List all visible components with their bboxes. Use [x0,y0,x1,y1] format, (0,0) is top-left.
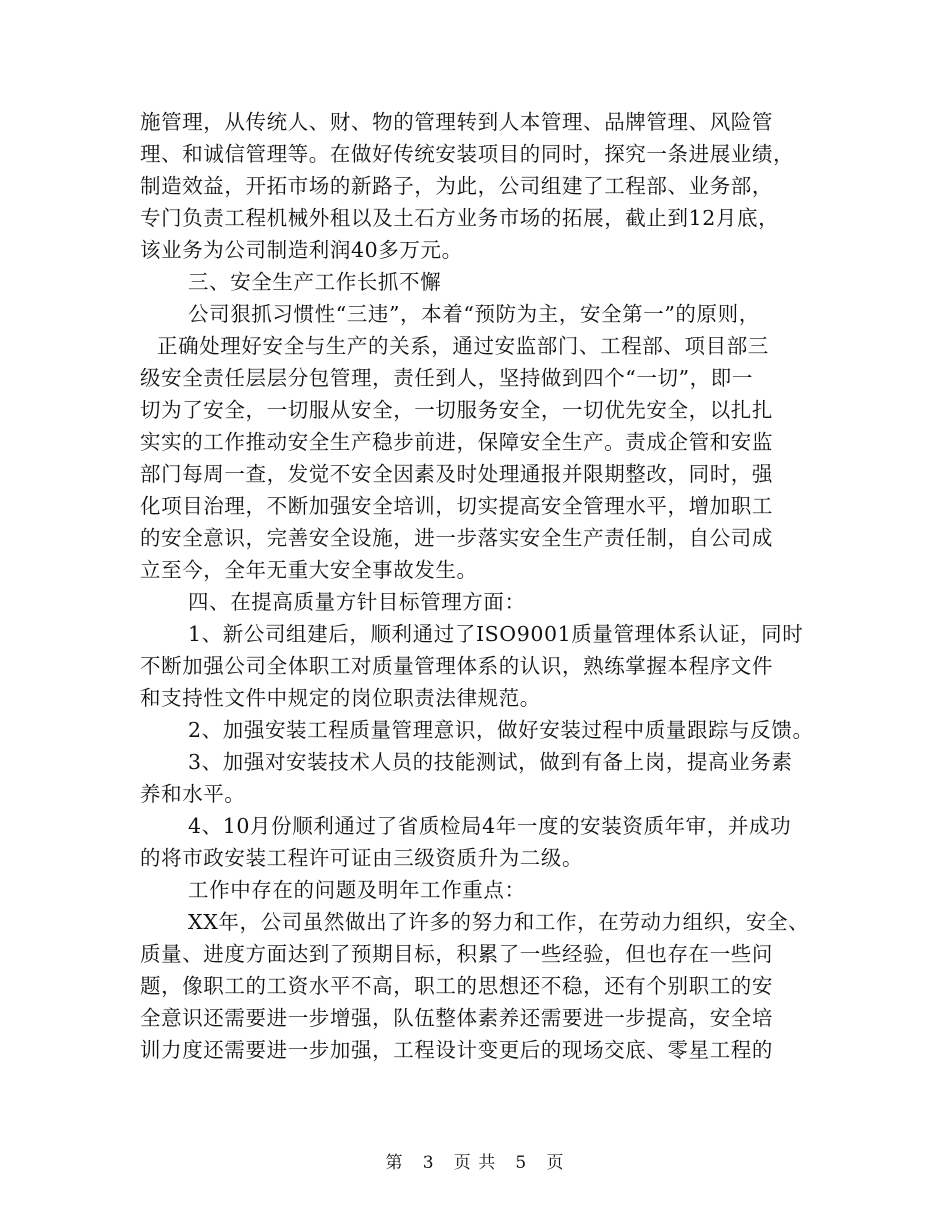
text-line: 理、和诚信管理等。在做好传统安装项目的同时，探究一条进展业绩， [140,142,795,166]
text-line: 实实的工作推动安全生产稳步前进，保障安全生产。责成企管和安监 [140,430,773,454]
text-line: 养和水平。 [140,782,246,806]
text-line: 质量、进度方面达到了预期目标，积累了一些经验，但也存在一些问 [140,942,773,966]
text-line: 公司狠抓习惯性“三违”，本着“预防为主，安全第一”的原则， [188,302,760,326]
footer-prefix: 第 [385,1153,404,1173]
text-line: 正确处理好安全与生产的关系，通过安监部门、工程部、项目部三 [157,334,769,358]
text-line: 4、10月份顺利通过了省质检局4年一度的安装资质年审，并成功 [188,814,792,838]
text-line: 和支持性文件中规定的岗位职责法律规范。 [140,686,541,710]
text-line: 该业务为公司制造利润40多万元。 [140,238,463,262]
text-line: 三、安全生产工作长抓不懈 [188,270,442,294]
text-line: 工作中存在的问题及明年工作重点： [188,878,526,902]
text-line: 部门每周一查，发觉不安全因素及时处理通报并限期整改，同时，强 [140,462,773,486]
text-line: 切为了安全，一切服从安全，一切服务安全，一切优先安全，以扎扎 [140,398,773,422]
text-line: 四、在提高质量方针目标管理方面： [188,590,526,614]
text-line: 1、新公司组建后，顺利通过了ISO9001质量管理体系认证，同时 [188,622,804,646]
text-line: 全意识还需要进一步增强，队伍整体素养还需要进一步提高，安全培 [140,1006,773,1030]
text-line: 施管理，从传统人、财、物的管理转到人本管理、品牌管理、风险管 [140,110,773,134]
text-line: 级安全责任层层分包管理，责任到人，坚持做到四个“一切”，即一 [140,366,753,390]
footer-page-number: 3 [422,1153,435,1173]
text-line: 题，像职工的工资水平不高，职工的思想还不稳，还有个别职工的安 [140,974,773,998]
text-line: 化项目治理，不断加强安全培训，切实提高安全管理水平，增加职工 [140,494,773,518]
text-line: 制造效益，开拓市场的新路子，为此，公司组建了工程部、业务部， [140,174,773,198]
text-line: 训力度还需要进一步加强，工程设计变更后的现场交底、零星工程的 [140,1038,773,1062]
footer-middle: 页 共 [453,1153,497,1173]
text-line: 专门负责工程机械外租以及土石方业务市场的拓展，截止到12月底， [140,206,780,230]
text-line: 不断加强公司全体职工对质量管理体系的认识，熟练掌握本程序文件 [140,654,773,678]
text-line: XX年，公司虽然做出了许多的努力和工作，在劳动力组织，安全、 [188,910,810,934]
text-line: 的将市政安装工程许可证由三级资质升为二级。 [140,846,584,870]
text-line: 2、加强安装工程质量管理意识，做好安装过程中质量跟踪与反馈。 [188,718,814,742]
text-line: 的安全意识，完善安全设施，进一步落实安全生产责任制，自公司成 [140,526,773,550]
text-line: 3、加强对安装技术人员的技能测试，做到有备上岗，提高业务素 [188,750,793,774]
footer-total-pages: 5 [515,1153,528,1173]
text-line: 立至今，全年无重大安全事故发生。 [140,558,478,582]
footer-suffix: 页 [546,1153,565,1173]
page-footer [0,1152,950,1174]
